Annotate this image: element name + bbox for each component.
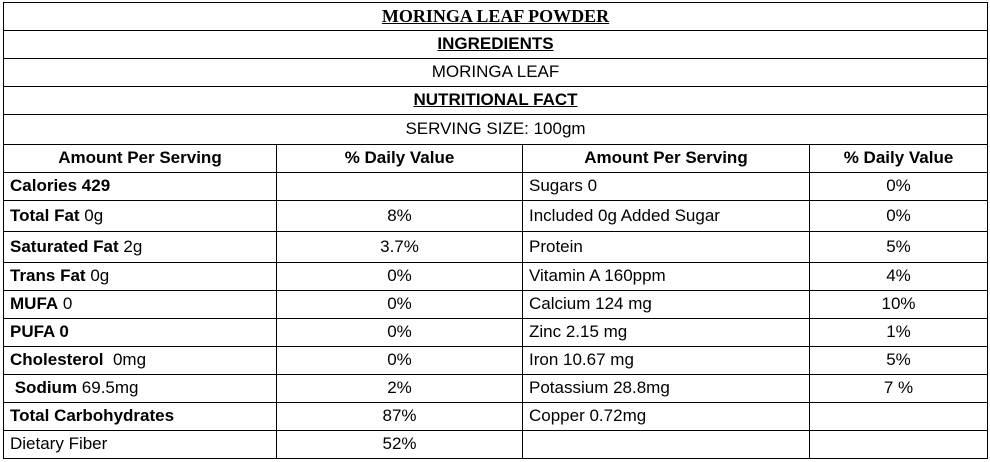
nutrient-cell: Iron 10.67 mg [523,346,810,374]
daily-value-cell [810,402,988,430]
daily-value-cell: 3.7% [277,231,523,262]
daily-value-cell: 0% [277,290,523,318]
nutrient-name: Calories 429 [10,176,111,196]
nutrition-label-table [3,2,988,459]
nutrient-cell: Vitamin A 160ppm [523,263,810,291]
table-row [4,318,988,346]
col-header-amount-left: Amount Per Serving [4,144,277,172]
nutrient-value: 69.5mg [77,378,139,398]
serving-size: SERVING SIZE: 100gm [4,114,988,144]
table-row [4,263,988,291]
nutrition-heading-row [4,86,988,114]
daily-value-cell: 0% [810,172,988,200]
daily-value-cell: 10% [810,290,988,318]
daily-value-cell: 0% [277,346,523,374]
daily-value-cell: 87% [277,402,523,430]
nutrient-cell [4,172,277,200]
col-header-amount-right: Amount Per Serving [523,144,810,172]
table-row [4,290,988,318]
nutrient-cell: Calcium 124 mg [523,290,810,318]
daily-value-cell: 0% [810,200,988,231]
nutrient-cell [4,263,277,291]
nutrient-name: Sodium [10,378,78,398]
daily-value-cell: 4% [810,263,988,291]
daily-value-cell: 2% [277,374,523,402]
daily-value-cell: 1% [810,318,988,346]
ingredients-heading-row [4,30,988,58]
table-row [4,346,988,374]
product-title: MORINGA LEAF POWDER [4,3,988,31]
table-row [4,430,988,458]
nutrient-cell: Potassium 28.8mg [523,374,810,402]
nutrient-cell: Included 0g Added Sugar [523,200,810,231]
nutrient-value: Dietary Fiber [10,434,108,454]
serving-size-row [4,114,988,144]
nutrient-value: 0g [85,266,110,286]
daily-value-cell: 7 % [810,374,988,402]
col-header-dv-left: % Daily Value [277,144,523,172]
nutrient-cell [4,346,277,374]
nutrient-cell [4,290,277,318]
nutrient-name: Trans Fat [10,266,86,286]
daily-value-cell: 5% [810,231,988,262]
nutrient-cell: Sugars 0 [523,172,810,200]
table-row [4,172,988,200]
nutrient-value: 0g [79,205,104,225]
nutrient-cell: Protein [523,231,810,262]
nutritional-fact-heading: NUTRITIONAL FACT [4,86,988,114]
column-header-row [4,144,988,172]
nutrient-cell [4,318,277,346]
daily-value-cell: 52% [277,430,523,458]
nutrient-name: Total Fat [10,205,80,225]
ingredients-row [4,58,988,86]
nutrient-cell [4,430,277,458]
title-row [4,3,988,31]
nutrient-cell [4,200,277,231]
nutrient-cell [523,430,810,458]
nutrient-value: 2g [118,236,143,256]
ingredients-text: MORINGA LEAF [4,58,988,86]
daily-value-cell: 0% [277,318,523,346]
nutrient-name: MUFA [10,294,59,314]
nutrient-cell [4,374,277,402]
table-row [4,231,988,262]
nutrient-name: Total Carbohydrates [10,406,175,425]
table-row [4,402,988,430]
nutrient-name: Saturated Fat [10,236,119,256]
nutrient-cell [4,231,277,262]
table-row [4,374,988,402]
daily-value-cell: 0% [277,263,523,291]
ingredients-heading: INGREDIENTS [4,30,988,58]
nutrient-cell: Copper 0.72mg [523,402,810,430]
nutrient-cell [4,402,277,430]
daily-value-cell [277,172,523,200]
nutrient-name: PUFA 0 [10,322,69,342]
table-row [4,200,988,231]
nutrient-value: 0mg [103,350,147,370]
daily-value-cell [810,430,988,458]
col-header-dv-right: % Daily Value [810,144,988,172]
nutrient-cell: Zinc 2.15 mg [523,318,810,346]
nutrient-value: 0 [58,294,73,314]
nutrient-name: Cholesterol [10,350,104,370]
daily-value-cell: 8% [277,200,523,231]
daily-value-cell: 5% [810,346,988,374]
